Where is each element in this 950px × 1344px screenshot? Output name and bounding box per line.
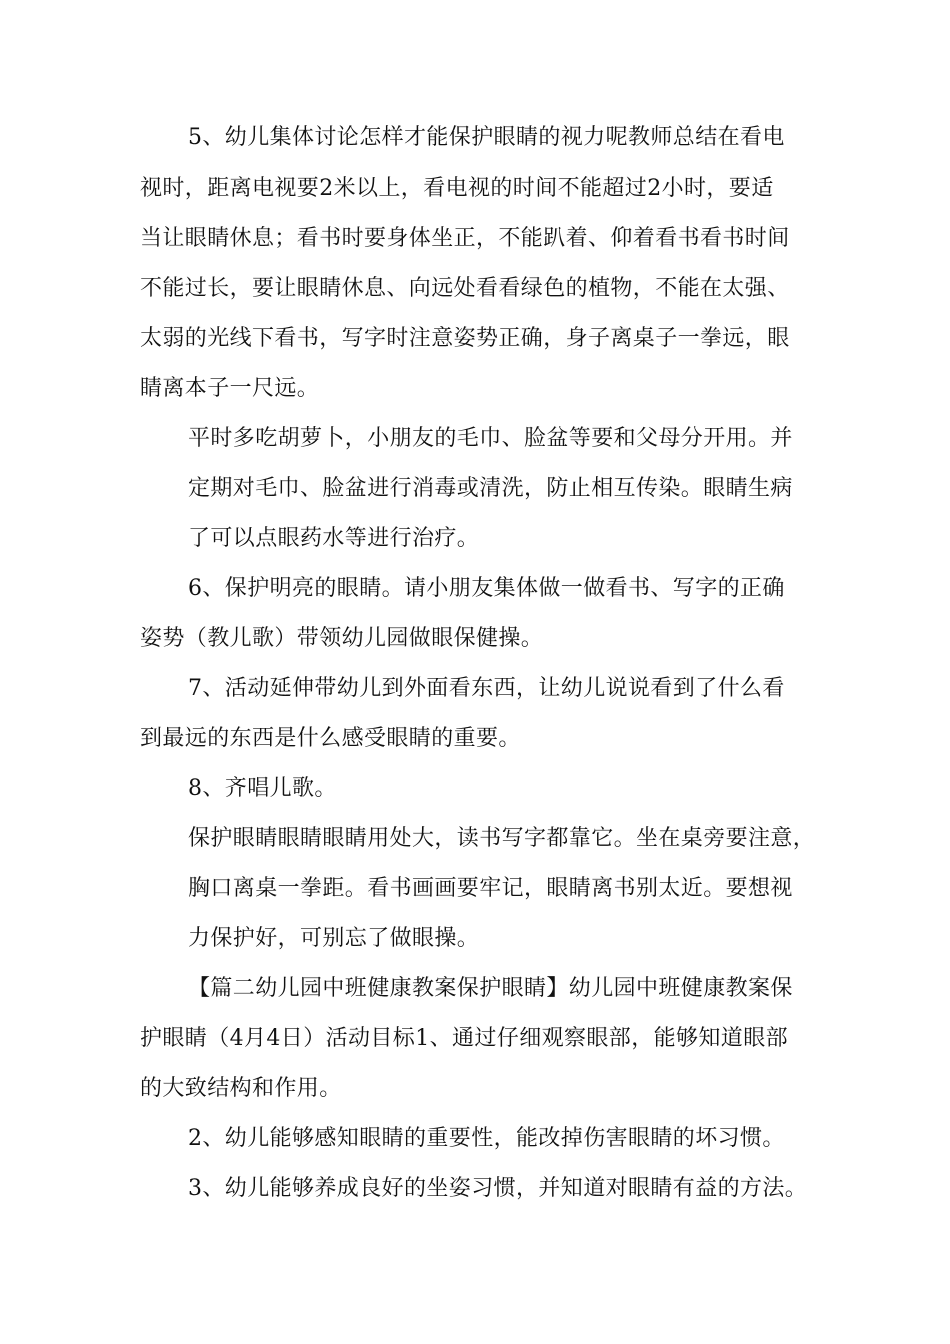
text-line: 胸口离桌一拳距。看书画画要牢记，眼睛离书别太近。要想视 <box>188 876 793 901</box>
text-line: 保护眼睛眼睛眼睛用处大，读书写字都靠它。坐在桌旁要注意， <box>188 826 816 851</box>
text-line: 3、幼儿能够养成良好的坐姿习惯，并知道对眼睛有益的方法。 <box>188 1176 808 1201</box>
text-line: 不能过长，要让眼睛休息、向远处看看绿色的植物，不能在太强、 <box>140 276 790 301</box>
text-line: 6、保护明亮的眼睛。请小朋友集体做一做看书、写字的正确 <box>188 576 785 601</box>
text-line: 睛离本子一尺远。 <box>140 376 320 401</box>
text-line: 护眼睛（4月4日）活动目标1、通过仔细观察眼部，能够知道眼部 <box>140 1026 788 1051</box>
text-line: 2、幼儿能够感知眼睛的重要性，能改掉伤害眼睛的坏习惯。 <box>188 1126 785 1151</box>
text-line: 定期对毛巾、脸盆进行消毒或清洗，防止相互传染。眼睛生病 <box>188 476 793 501</box>
text-line: 【篇二幼儿园中班健康教案保护眼睛】幼儿园中班健康教案保 <box>188 976 793 1001</box>
text-line: 姿势（教儿歌）带领幼儿园做眼保健操。 <box>140 626 544 651</box>
text-line: 了可以点眼药水等进行治疗。 <box>188 526 480 551</box>
text-line: 太弱的光线下看书，写字时注意姿势正确，身子离桌子一拳远，眼 <box>140 326 790 351</box>
text-line: 到最远的东西是什么感受眼睛的重要。 <box>140 726 521 751</box>
text-line: 当让眼睛休息；看书时要身体坐正，不能趴着、仰着看书看书时间 <box>140 226 790 251</box>
text-line: 5、幼儿集体讨论怎样才能保护眼睛的视力呢教师总结在看电 <box>188 125 785 150</box>
text-line: 平时多吃胡萝卜，小朋友的毛巾、脸盆等要和父母分开用。并 <box>188 426 793 451</box>
text-line: 视时，距离电视要2米以上，看电视的时间不能超过2小时，要适 <box>140 176 774 201</box>
text-line: 7、活动延伸带幼儿到外面看东西，让幼儿说说看到了什么看 <box>188 676 785 701</box>
text-line: 的大致结构和作用。 <box>140 1076 342 1101</box>
text-line: 力保护好，可别忘了做眼操。 <box>188 926 480 951</box>
text-line: 8、齐唱儿歌。 <box>188 776 337 801</box>
